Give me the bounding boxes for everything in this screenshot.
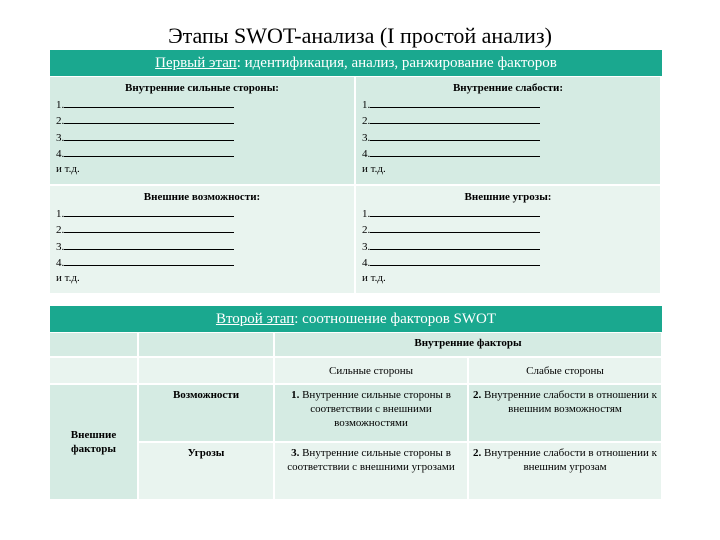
list-item: 4. (56, 146, 348, 162)
blank-line (64, 113, 234, 124)
blank-line (64, 206, 234, 217)
external-factors-header: Внешние факторы (50, 384, 138, 500)
corner-cell (138, 357, 274, 384)
list-item: 4. (56, 255, 348, 271)
list-item: 4. (362, 146, 654, 162)
cell-weaknesses-opportunities: 2. Внутренние слабости в отношении к внешним возможностям (468, 384, 662, 442)
list-item: 2. (56, 113, 348, 129)
internal-factors-header: Внутренние факторы (274, 333, 662, 357)
quadrant-strengths (50, 77, 356, 186)
blank-line (370, 130, 540, 141)
list-item: 3. (362, 130, 654, 146)
list-item: 1. (362, 206, 654, 222)
list-etc: и т.д. (56, 272, 80, 285)
blank-line (370, 222, 540, 233)
opportunities-header: Возможности (138, 384, 274, 442)
list-item: 2. (362, 222, 654, 238)
list-etc: и т.д. (56, 163, 80, 176)
weaknesses-header: Слабые стороны (468, 357, 662, 384)
quadrant-opportunities (50, 186, 356, 295)
stage2-label: Второй этап (215, 311, 295, 327)
blank-line (64, 97, 234, 108)
blank-line (64, 239, 234, 250)
swot-matrix (50, 333, 663, 501)
stage1-header (50, 50, 662, 76)
corner-cell (50, 333, 138, 357)
cell-strengths-opportunities: 1. Внутренние сильные стороны в соответствии с внешними возможностями (274, 384, 468, 442)
list-item: 1. (362, 97, 654, 113)
quadrant-heading: Внутренние сильные стороны: (125, 82, 279, 94)
page-title: Этапы SWOT-анализа (I простой анализ) (168, 23, 552, 48)
list-item: 1. (56, 206, 348, 222)
blank-line (64, 222, 234, 233)
blank-line (370, 146, 540, 157)
list-item: 3. (56, 239, 348, 255)
corner-cell (50, 357, 138, 384)
stage1-label: Первый этап (155, 55, 237, 71)
blank-line (64, 255, 234, 266)
strengths-header: Сильные стороны (274, 357, 468, 384)
blank-line (370, 113, 540, 124)
blank-line (370, 206, 540, 217)
cell-weaknesses-threats: 2. Внутренние слабости в отношении к внешним угрозам (468, 442, 662, 500)
quadrant-heading: Внешние угрозы: (464, 191, 552, 203)
list-item: 3. (362, 239, 654, 255)
list-item: 3. (56, 130, 348, 146)
corner-cell (138, 333, 274, 357)
blank-line (64, 130, 234, 141)
blank-line (370, 97, 540, 108)
blank-line (370, 239, 540, 250)
quadrant-weaknesses (356, 77, 662, 186)
stage2-header (50, 306, 662, 332)
list-item: 2. (56, 222, 348, 238)
stage2-description: : соотношение факторов SWOT (294, 311, 497, 327)
blank-line (370, 255, 540, 266)
list-etc: и т.д. (362, 272, 386, 285)
quadrant-heading: Внутренние слабости: (452, 82, 564, 94)
cell-strengths-threats: 3. Внутренние сильные стороны в соответствии с внешними угрозами (274, 442, 468, 500)
swot-identification-grid (50, 77, 662, 295)
list-item: 1. (56, 97, 348, 113)
blank-line (64, 146, 234, 157)
quadrant-threats (356, 186, 662, 295)
threats-header: Угрозы (138, 442, 274, 500)
list-item: 4. (362, 255, 654, 271)
list-etc: и т.д. (362, 163, 386, 176)
stage1-description: : идентификация, анализ, ранжирование факторов (236, 55, 557, 71)
quadrant-heading: Внешние возможности: (143, 191, 261, 203)
list-item: 2. (362, 113, 654, 129)
